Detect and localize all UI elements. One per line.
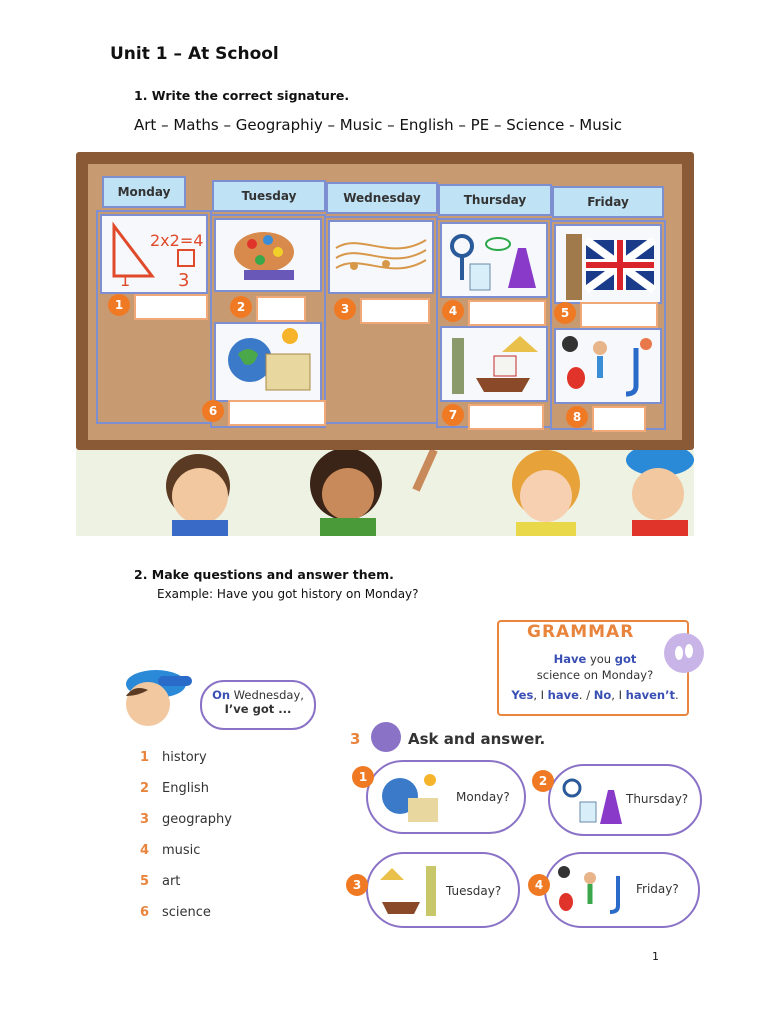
answer-number-6: 6 [202,400,224,422]
list-item: 5 art [140,874,181,889]
pe-picture [554,862,630,920]
exercise-2-heading: 2. Make questions and answer them. [134,567,394,582]
science-picture [560,774,630,828]
ask-day-4: Friday? [636,882,679,896]
ask-title: Ask and answer. [408,730,546,748]
ask-bubble-4 [544,852,700,928]
answer-number-7: 7 [442,404,464,426]
ask-bubble-1 [366,760,526,834]
ask-number-3: 3 [346,874,368,896]
day-tuesday: Tuesday [212,180,326,212]
answer-number-4: 4 [442,300,464,322]
maths-picture [100,214,208,294]
answer-number-3: 3 [334,298,356,320]
history-picture [376,862,446,920]
children-illustration [76,450,694,536]
svg-text:1: 1 [120,271,131,290]
ask-number-2: 2 [532,770,554,792]
ask-day-3: Tuesday? [446,884,502,898]
boy-illustration [118,666,198,730]
science-picture [440,222,548,298]
pair-work-icon [371,722,401,752]
page-number: 1 [652,950,659,963]
speech-ive-got: I’ve got ... [224,702,292,716]
pe-picture [554,328,662,404]
day-monday: Monday [102,176,186,208]
svg-text:2x2=4: 2x2=4 [150,231,204,250]
grammar-line-3: Yes, I have. / No, I haven’t. [511,688,679,702]
answer-box-8[interactable] [592,406,646,432]
ask-number-4: 4 [528,874,550,896]
list-item: 2 English [140,781,209,796]
answer-box-1[interactable] [134,294,208,320]
day-thursday: Thursday [438,184,552,216]
speech-on: On [212,688,231,702]
page-title: Unit 1 – At School [110,44,279,64]
geography-picture [378,770,442,826]
list-item: 3 geography [140,812,232,827]
history-picture [440,326,548,402]
word-bank: Art – Maths – Geographiy – Music – English – PE – Science - Music [134,116,622,134]
answer-box-6[interactable] [228,400,326,426]
answer-number-5: 5 [554,302,576,324]
list-item: 6 science [140,905,211,920]
exercise-1-heading: 1. Write the correct signature. [134,88,350,103]
answer-number-1: 1 [108,294,130,316]
grammar-title: GRAMMAR [527,622,635,642]
grammar-line-2: science on Monday? [536,668,654,682]
ask-day-2: Thursday? [626,792,689,806]
art-picture [214,218,322,292]
ask-bubble-2 [548,764,702,836]
list-item: 1 history [140,750,207,765]
music-picture [328,220,434,294]
answer-box-2[interactable] [256,296,306,322]
geography-picture [214,322,322,402]
speech-wednesday: Wednesday, [230,688,304,702]
speech-bubble [200,680,316,730]
answer-number-8: 8 [566,406,588,428]
day-wednesday: Wednesday [326,182,438,214]
grammar-line-1: Have you got [553,652,637,666]
answer-number-2: 2 [230,296,252,318]
exercise-2-example: Example: Have you got history on Monday? [157,587,419,601]
svg-text:3: 3 [178,270,190,291]
answer-box-5[interactable] [580,302,658,328]
day-friday: Friday [552,186,664,218]
english-picture [554,224,662,304]
ask-number-1: 1 [352,766,374,788]
ask-bubble-3 [366,852,520,928]
ask-number: 3 [350,730,361,748]
answer-box-4[interactable] [468,300,546,326]
ask-day-1: Monday? [456,790,510,804]
list-item: 4 music [140,843,201,858]
answer-box-3[interactable] [360,298,430,324]
answer-box-7[interactable] [468,404,544,430]
